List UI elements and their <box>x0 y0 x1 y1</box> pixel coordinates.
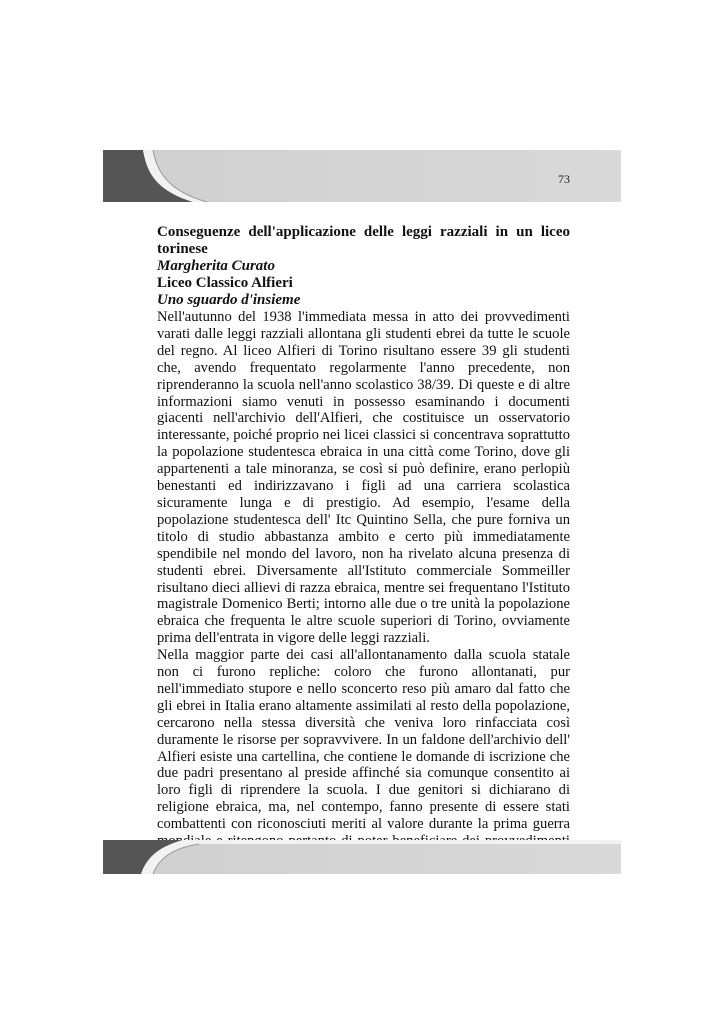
page-number: 73 <box>558 172 570 186</box>
school-heading: Liceo Classico Alfieri <box>157 275 293 291</box>
footer-band <box>103 840 621 874</box>
article-body <box>157 224 570 867</box>
section-title: Uno sguardo d'insieme <box>157 292 301 308</box>
article-author: Margherita Curato <box>157 258 275 274</box>
footer-band-graphic <box>103 840 621 874</box>
paragraph-1: Nell'autunno del 1938 l'immediata messa in atto dei provvedimenti varati dalle leggi razziali allontana gli studenti ebrei da tutte le scuole del regno. Al liceo Alfieri di Torino risultano essere 39 gli studenti che, avendo frequentato regolarmente l'anno precedente, non riprenderanno la scuola nell'anno scolastico 38/39. Di queste e di altre informazioni siamo venuti in possesso esaminando i documenti giacenti nell'archivio dell'Alfieri, che costituisce un osservatorio interessante, poiché proprio nei licei classici si concentrava soprattutto la popolazione studentesca ebraica in una città come Torino, dove gli appartenenti a tale minoranza, se così si può definire, erano perlopiù benestanti ed indirizzavano i figli ad una carriera scolastica sicuramente lunga e di prestigio. Ad esempio, l'esame della popolazione studentesca dell' Itc Quintino Sella, che pure forniva un titolo di studio abbastanza ambito e certo più immediatamente spendibile nel mondo del lavoro, non ha rivelato alcuna presenza di studenti ebrei. Diversamente all'Istituto commerciale Sommeiller risultano dieci allievi di razza ebraica, mentre sei frequentano l'Istituto magistrale Domenico Berti; intorno alle due o tre unità la popolazione ebraica che frequenta le altre scuole superiori di Torino, ovviamente prima dell'entrata in vigore delle leggi razziali. <box>157 309 570 647</box>
paragraph-2: Nella maggior parte dei casi all'allontanamento dalla scuola statale non ci furono repliche: coloro che furono allontanati, pur nell'immediato stupore e nello sconcerto reso più amaro dal fatto che gli ebrei in Italia erano altamente assimilati al resto della popolazione, cercarono nella stessa diversità che veniva loro rinfacciata così duramente le risorse per sopravvivere. In un faldone dell'archivio dell' Alfieri esiste una cartellina, che contiene le domande di iscrizione che due padri presentano al preside affinché sia comunque consentito ai loro figli di riprendere la scuola. I due genitori si dichiarano di religione ebraica, ma, nel contempo, fanno presente di essere stati combattenti con riconosciuti meriti al valore durante la prima guerra <box>157 647 570 833</box>
article-title: Conseguenze dell'applicazione delle leggi razziali in un liceo torinese <box>157 224 570 257</box>
